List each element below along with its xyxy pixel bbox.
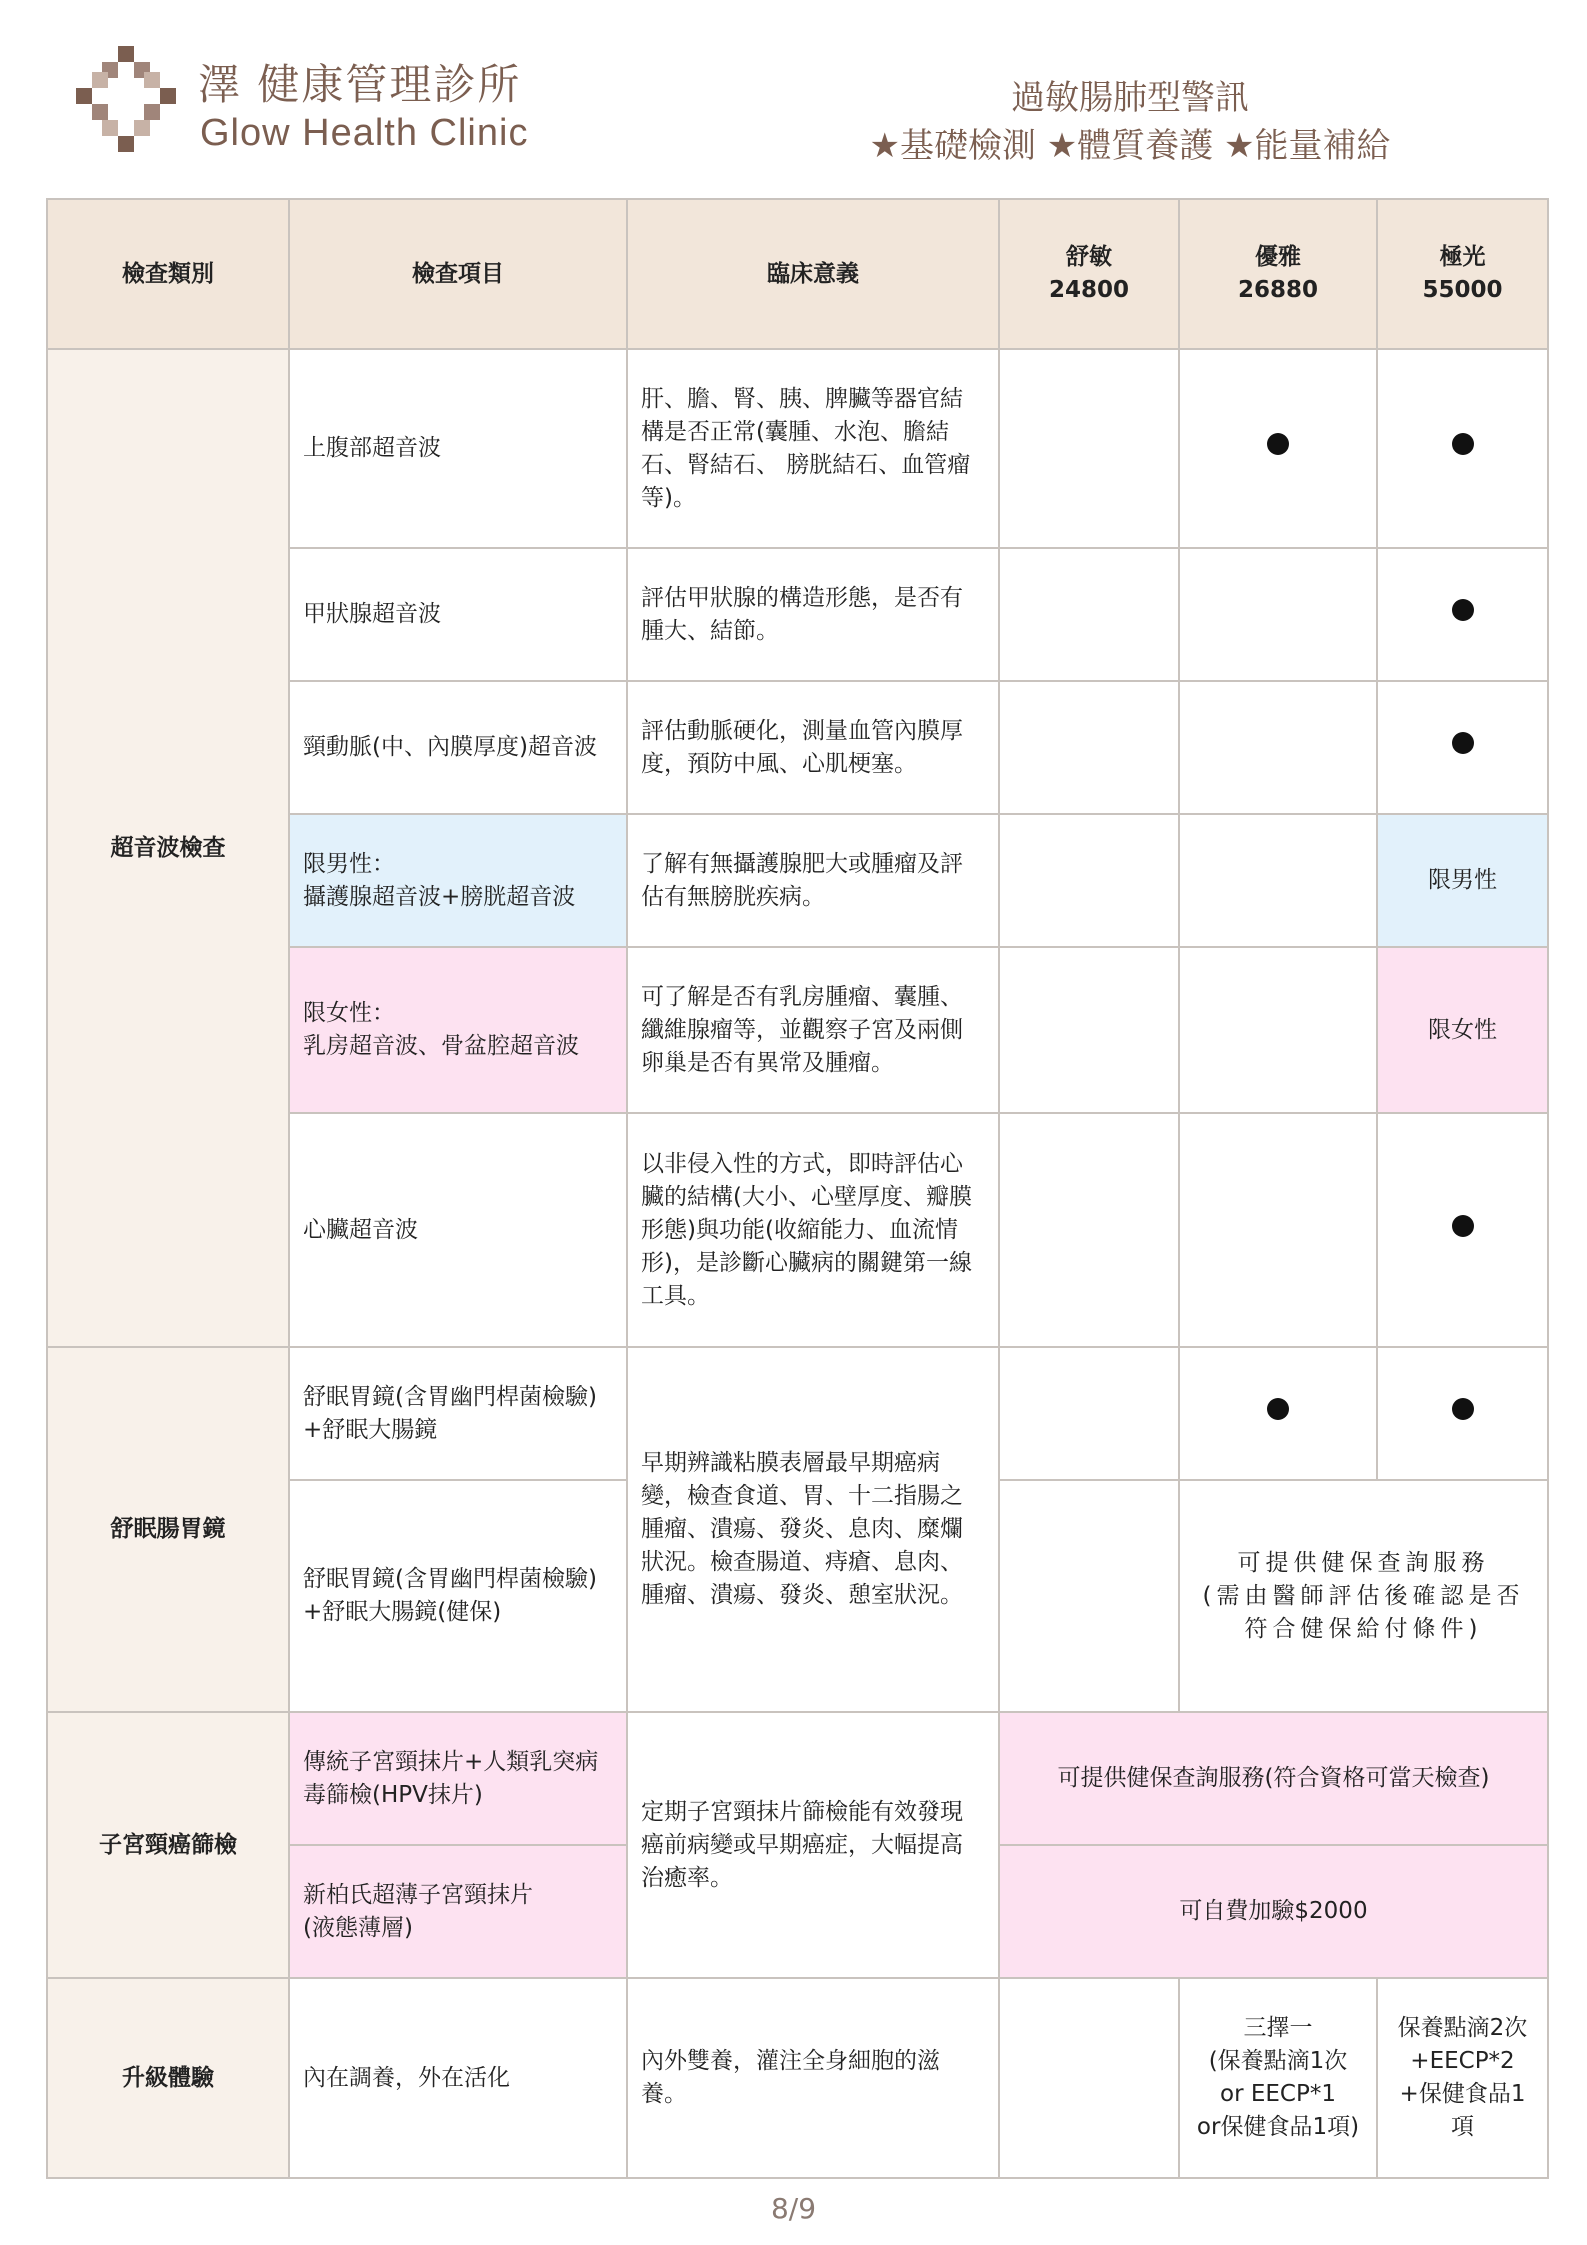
meaning-cervical: 定期子宮頸抹片篩檢能有效發現癌前病變或早期癌症，大幅提高治癒率。 xyxy=(627,1712,999,1978)
category-ultrasound: 超音波檢查 xyxy=(47,349,289,1347)
mark-cell xyxy=(1377,548,1548,681)
table-row xyxy=(47,1712,1548,1845)
meaning-male: 了解有無攝護腺肥大或腫瘤及評估有無膀胱疾病。 xyxy=(627,814,999,947)
header-row xyxy=(47,199,1548,349)
pap-nhi-note: 可提供健保查詢服務(符合資格可當天檢查) xyxy=(999,1712,1548,1845)
header-category: 檢查類別 xyxy=(47,199,289,349)
male-label: 限男性： xyxy=(303,850,395,877)
item-liquid-pap xyxy=(289,1845,627,1978)
mark-cell xyxy=(999,1347,1179,1480)
upgrade-plan-2-line: 三擇一 xyxy=(1243,2015,1313,2041)
meaning-thyroid: 評估甲狀腺的構造形態，是否有腫大、結節。 xyxy=(627,548,999,681)
female-item: 乳房超音波、骨盆腔超音波 xyxy=(303,1033,579,1059)
mark-cell xyxy=(1179,349,1377,548)
nhi-note-line-3: 符合健保給付條件) xyxy=(1244,1615,1483,1642)
header-item: 檢查項目 xyxy=(289,199,627,349)
header-plan-2 xyxy=(1179,199,1377,349)
upgrade-plan-2-line: or保健食品1項) xyxy=(1196,2114,1360,2140)
mark-cell xyxy=(999,681,1179,814)
item-heart: 心臟超音波 xyxy=(289,1113,627,1347)
mark-cell xyxy=(999,1480,1179,1712)
included-dot-icon xyxy=(1452,599,1474,621)
item-upgrade: 內在調養，外在活化 xyxy=(289,1978,627,2178)
item-female xyxy=(289,947,627,1113)
category-cervical: 子宮頸癌篩檢 xyxy=(47,1712,289,1978)
meaning-heart: 以非侵入性的方式，即時評估心臟的結構(大小、心壁厚度、瓣膜形態)與功能(收縮能力、血流情形)，是診斷心臟病的關鍵第一線工具。 xyxy=(627,1113,999,1347)
mark-cell xyxy=(1377,1347,1548,1480)
health-check-table xyxy=(46,198,1549,2179)
male-only-note: 限男性 xyxy=(1377,814,1548,947)
female-only-note: 限女性 xyxy=(1377,947,1548,1113)
mark-cell xyxy=(999,548,1179,681)
upgrade-plan-3-line: +保健食品1項 xyxy=(1399,2081,1526,2140)
upgrade-plan-2-line: (保養點滴1次 xyxy=(1208,2048,1348,2074)
item-endoscopy-nhi xyxy=(289,1480,627,1712)
included-dot-icon xyxy=(1267,433,1289,455)
clinic-name-en: Glow Health Clinic xyxy=(200,112,529,154)
mark-cell xyxy=(1377,349,1548,548)
category-endoscopy: 舒眠腸胃鏡 xyxy=(47,1347,289,1712)
mark-cell xyxy=(999,349,1179,548)
male-item: 攝護腺超音波+膀胱超音波 xyxy=(303,883,576,910)
nhi-query-note xyxy=(1179,1480,1548,1712)
header-plan-3 xyxy=(1377,199,1548,349)
endoscopy-nhi-line-1: 舒眠胃鏡(含胃幽門桿菌檢驗) xyxy=(303,1566,597,1592)
mark-cell xyxy=(1179,1347,1377,1480)
mark-cell xyxy=(999,947,1179,1113)
mark-cell xyxy=(1179,548,1377,681)
mark-cell xyxy=(1377,1113,1548,1347)
liquid-pap-line-2: (液態薄層) xyxy=(303,1914,413,1941)
endoscopy-line-1: 舒眠胃鏡(含胃幽門桿菌檢驗) xyxy=(303,1383,597,1410)
self-pay-note: 可自費加驗$2000 xyxy=(999,1845,1548,1978)
mark-cell xyxy=(1179,814,1377,947)
nhi-note-line-2: (需由醫師評估後確認是否 xyxy=(1202,1582,1525,1609)
female-label: 限女性： xyxy=(303,1000,395,1026)
table-row xyxy=(47,349,1548,548)
header-meaning: 臨床意義 xyxy=(627,199,999,349)
plan-1-name: 舒敏 xyxy=(1066,244,1112,270)
plan-2-price: 26880 xyxy=(1237,277,1319,303)
upgrade-plan-2 xyxy=(1179,1978,1377,2178)
mark-cell xyxy=(999,814,1179,947)
item-thyroid: 甲狀腺超音波 xyxy=(289,548,627,681)
meaning-carotid: 評估動脈硬化，測量血管內膜厚度，預防中風、心肌梗塞。 xyxy=(627,681,999,814)
mark-cell xyxy=(1179,681,1377,814)
item-abdomen: 上腹部超音波 xyxy=(289,349,627,548)
meaning-female: 可了解是否有乳房腫瘤、囊腫、纖維腺瘤等，並觀察子宮及兩側卵巢是否有異常及腫瘤。 xyxy=(627,947,999,1113)
included-dot-icon xyxy=(1267,1398,1289,1420)
checkered-cross-logo xyxy=(72,42,182,162)
endoscopy-nhi-line-2: +舒眠大腸鏡(健保) xyxy=(303,1599,502,1625)
page-number: 8/9 xyxy=(770,2192,817,2225)
header-plan-1 xyxy=(999,199,1179,349)
plan-1-price: 24800 xyxy=(1048,277,1130,303)
plan-2-name: 優雅 xyxy=(1255,244,1301,270)
clinic-name-cn: 澤 健康管理診所 xyxy=(198,60,522,109)
liquid-pap-line-1: 新柏氏超薄子宮頸抹片 xyxy=(303,1881,533,1908)
included-dot-icon xyxy=(1452,433,1474,455)
item-pap: 傳統子宮頸抹片+人類乳突病毒篩檢(HPV抹片) xyxy=(289,1712,627,1845)
category-upgrade: 升級體驗 xyxy=(47,1978,289,2178)
included-dot-icon xyxy=(1452,1398,1474,1420)
endoscopy-line-2: +舒眠大腸鏡 xyxy=(303,1416,438,1443)
plan-3-price: 55000 xyxy=(1422,277,1503,303)
meaning-endoscopy: 早期辨識粘膜表層最早期癌病變，檢查食道、胃、十二指腸之腫瘤、潰瘍、發炎、息肉、糜爛狀況。檢查腸道、痔瘡、息肉、腫瘤、潰瘍、發炎、憩室狀況。 xyxy=(627,1347,999,1712)
upgrade-plan-3-line: 保養點滴2次 xyxy=(1397,2015,1528,2041)
included-dot-icon xyxy=(1452,1215,1474,1237)
upgrade-plan-2-line: or EECP*1 xyxy=(1220,2081,1336,2107)
table-row xyxy=(47,1347,1548,1480)
mark-cell xyxy=(1179,947,1377,1113)
mark-cell xyxy=(999,1978,1179,2178)
page-header xyxy=(0,0,1587,190)
item-endoscopy xyxy=(289,1347,627,1480)
nhi-note-line-1: 可提供健保查詢服務 xyxy=(1237,1549,1490,1576)
upgrade-plan-3-line: +EECP*2 xyxy=(1410,2048,1515,2074)
item-carotid: 頸動脈(中、內膜厚度)超音波 xyxy=(289,681,627,814)
plan-3-name: 極光 xyxy=(1439,244,1486,270)
mark-cell xyxy=(999,1113,1179,1347)
mark-cell xyxy=(1179,1113,1377,1347)
item-male xyxy=(289,814,627,947)
plan-title: 過敏腸肺型警訊 xyxy=(1011,78,1249,118)
upgrade-plan-3 xyxy=(1377,1978,1548,2178)
mark-cell xyxy=(1377,681,1548,814)
meaning-abdomen: 肝、膽、腎、胰、脾臟等器官結構是否正常(囊腫、水泡、膽結石、腎結石、 膀胱結石、血管瘤等)。 xyxy=(627,349,999,548)
included-dot-icon xyxy=(1452,732,1474,754)
meaning-upgrade: 內外雙養，灌注全身細胞的滋養。 xyxy=(627,1978,999,2178)
plan-subtitle: ★基礎檢測 ★體質養護 ★能量補給 xyxy=(869,126,1391,166)
table-row xyxy=(47,1978,1548,2178)
